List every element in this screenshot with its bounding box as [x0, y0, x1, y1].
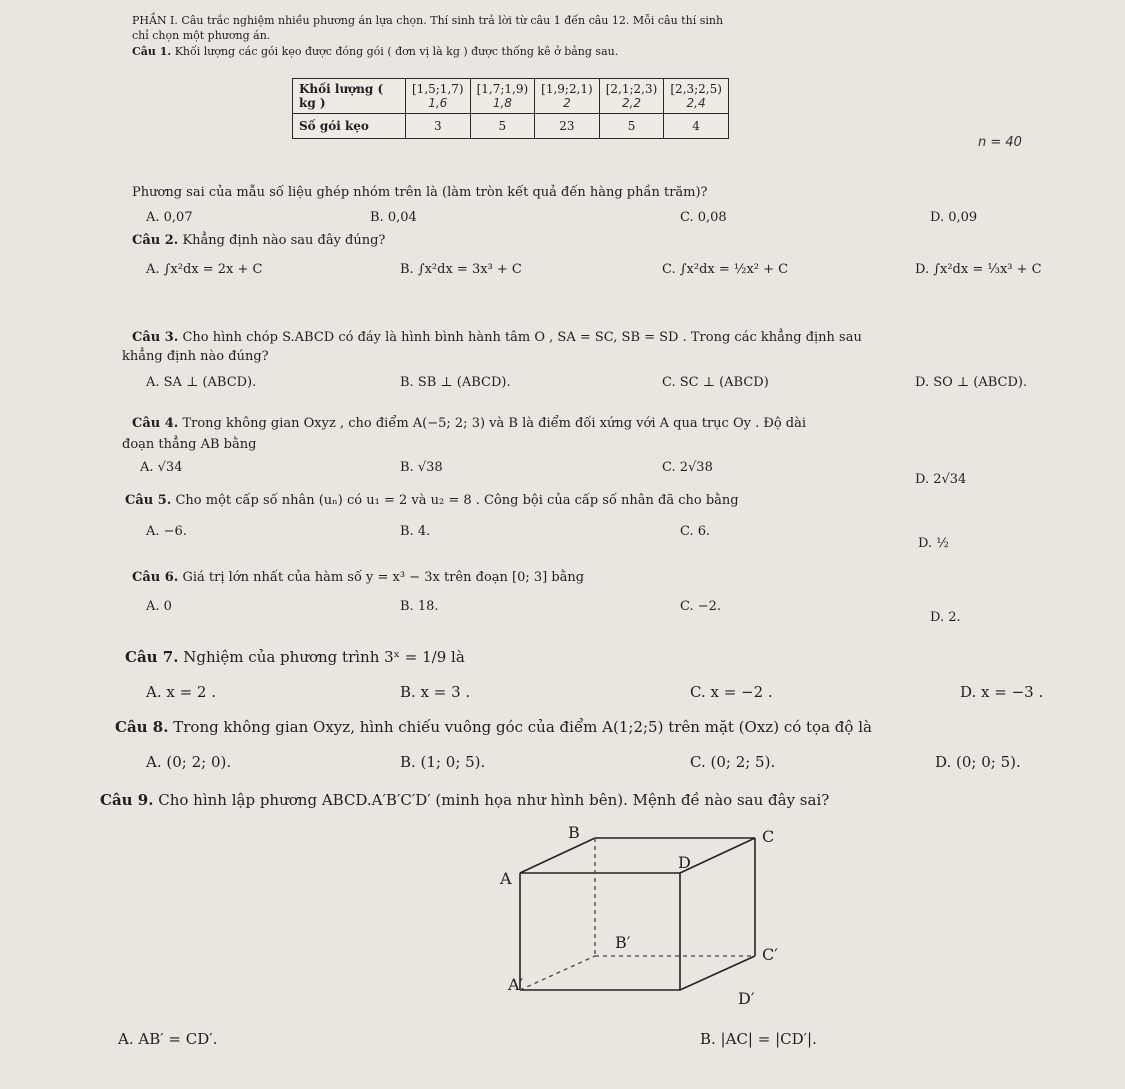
vertex-label: C [762, 827, 775, 846]
q1-option-b[interactable]: B. 0,04 [370, 210, 417, 225]
q3-prompt-line-2: khẳng định nào đúng? [122, 349, 269, 364]
table-cell: [1,5;1,7) 1,6 [406, 79, 471, 114]
q6-option-a[interactable]: A. 0 [146, 599, 172, 614]
vertex-label: C′ [762, 945, 778, 964]
q3-prompt: Câu 3. Cho hình chóp S.ABCD có đáy là hình bình hành tâm O , SA = SC, SB = SD . Trong các khẳng định sau [132, 330, 862, 345]
q3-option-d[interactable]: D. SO ⊥ (ABCD). [915, 375, 1028, 390]
q7-option-b[interactable]: B. x = 3 . [400, 683, 471, 701]
q7-option-d[interactable]: D. x = −3 . [960, 683, 1044, 701]
q9-option-a[interactable]: A. AB′ = CD′. [118, 1030, 218, 1048]
intro-line-1: PHẦN I. Câu trắc nghiệm nhiều phương án lựa chọn. Thí sinh trả lời từ câu 1 đến câu 12. Mỗi câu thí sinh [132, 14, 724, 27]
q3-option-b[interactable]: B. SB ⊥ (ABCD). [400, 375, 511, 390]
table-cell: [2,3;2,5) 2,4 [664, 79, 729, 114]
table-cell: 5 [470, 114, 535, 139]
q8-option-d[interactable]: D. (0; 0; 5). [935, 753, 1021, 771]
q3-option-c[interactable]: C. SC ⊥ (ABCD) [662, 375, 769, 390]
q5-option-c[interactable]: C. 6. [680, 524, 711, 539]
q8-option-c[interactable]: C. (0; 2; 5). [690, 753, 776, 771]
q7-option-c[interactable]: C. x = −2 . [690, 683, 773, 701]
q3-option-a[interactable]: A. SA ⊥ (ABCD). [146, 375, 257, 390]
table-cell: 3 [406, 114, 471, 139]
q2-option-a[interactable]: A. ∫x²dx = 2x + C [146, 262, 263, 277]
q1-option-c[interactable]: C. 0,08 [680, 210, 727, 225]
vertex-label: D′ [738, 989, 755, 1008]
q8-option-a[interactable]: A. (0; 2; 0). [146, 753, 232, 771]
table-cell: [1,7;1,9) 1,8 [470, 79, 535, 114]
q6-option-b[interactable]: B. 18. [400, 599, 439, 614]
q7-option-a[interactable]: A. x = 2 . [146, 683, 217, 701]
q7-prompt: Câu 7. Nghiệm của phương trình 3ˣ = 1/9 là [125, 648, 465, 666]
q9-option-b[interactable]: B. |AC| = |CD′|. [700, 1030, 817, 1048]
q6-option-c[interactable]: C. −2. [680, 599, 722, 614]
vertex-label: D [678, 853, 691, 872]
q2-option-d[interactable]: D. ∫x²dx = ⅓x³ + C [915, 262, 1042, 277]
q5-prompt: Câu 5. Cho một cấp số nhân (uₙ) có u₁ = 2 và u₂ = 8 . Công bội của cấp số nhân đã cho bằng [125, 493, 739, 508]
table-header-count: Số gói kẹo [293, 114, 406, 139]
q2-prompt: Câu 2. Khẳng định nào sau đây đúng? [132, 233, 386, 248]
q1-question: Phương sai của mẫu số liệu ghép nhóm trên là (làm tròn kết quả đến hàng phần trăm)? [132, 185, 708, 200]
q5-option-b[interactable]: B. 4. [400, 524, 431, 539]
table-row [293, 114, 729, 139]
table-cell: 4 [664, 114, 729, 139]
table-cell: [1,9;2,1) 2 [535, 79, 600, 114]
q5-option-d[interactable]: D. ½ [918, 536, 949, 551]
q1-text: Khối lượng các gói kẹo được đóng gói ( đơn vị là kg ) được thống kê ở bảng sau. [174, 45, 619, 58]
table-cell: [2,1;2,3) 2,2 [599, 79, 664, 114]
q2-option-c[interactable]: C. ∫x²dx = ½x² + C [662, 262, 789, 277]
q4-option-d[interactable]: D. 2√34 [915, 472, 967, 487]
vertex-label: A [500, 869, 512, 888]
q1-label: Câu 1. [132, 45, 172, 58]
handwritten-note: n = 40 [978, 135, 1022, 150]
q1-option-a[interactable]: A. 0,07 [146, 210, 193, 225]
q1-option-d[interactable]: D. 0,09 [930, 210, 978, 225]
q8-option-b[interactable]: B. (1; 0; 5). [400, 753, 486, 771]
vertex-label: B [568, 823, 580, 842]
vertex-label: B′ [615, 933, 631, 952]
frequency-table [292, 78, 729, 139]
q1-prompt [132, 45, 618, 58]
q4-option-b[interactable]: B. √38 [400, 460, 443, 475]
q2-option-b[interactable]: B. ∫x²dx = 3x³ + C [400, 262, 522, 277]
cube-figure [490, 818, 810, 1018]
q4-option-c[interactable]: C. 2√38 [662, 460, 713, 475]
table-cell: 23 [535, 114, 600, 139]
table-header-mass: Khối lượng ( kg ) [293, 79, 406, 114]
q6-prompt: Câu 6. Giá trị lớn nhất của hàm số y = x³ − 3x trên đoạn [0; 3] bằng [132, 570, 585, 585]
q6-option-d[interactable]: D. 2. [930, 610, 961, 625]
table-row [293, 79, 729, 114]
q8-prompt: Câu 8. Trong không gian Oxyz, hình chiếu vuông góc của điểm A(1;2;5) trên mặt (Oxz) có tọa độ là [115, 718, 872, 736]
q4-option-a[interactable]: A. √34 [140, 460, 183, 475]
q9-prompt: Câu 9. Cho hình lập phương ABCD.A′B′C′D′ (minh họa như hình bên). Mệnh đề nào sau đây sai? [100, 791, 830, 809]
q4-prompt-line-2: đoạn thẳng AB bằng [122, 437, 257, 452]
table-cell: 5 [599, 114, 664, 139]
intro-line-2: chỉ chọn một phương án. [132, 29, 271, 42]
q4-prompt: Câu 4. Trong không gian Oxyz , cho điểm A(−5; 2; 3) và B là điểm đối xứng với A qua trục Oy . Độ dài [132, 416, 807, 431]
q5-option-a[interactable]: A. −6. [146, 524, 187, 539]
vertex-label: A′ [508, 975, 524, 994]
